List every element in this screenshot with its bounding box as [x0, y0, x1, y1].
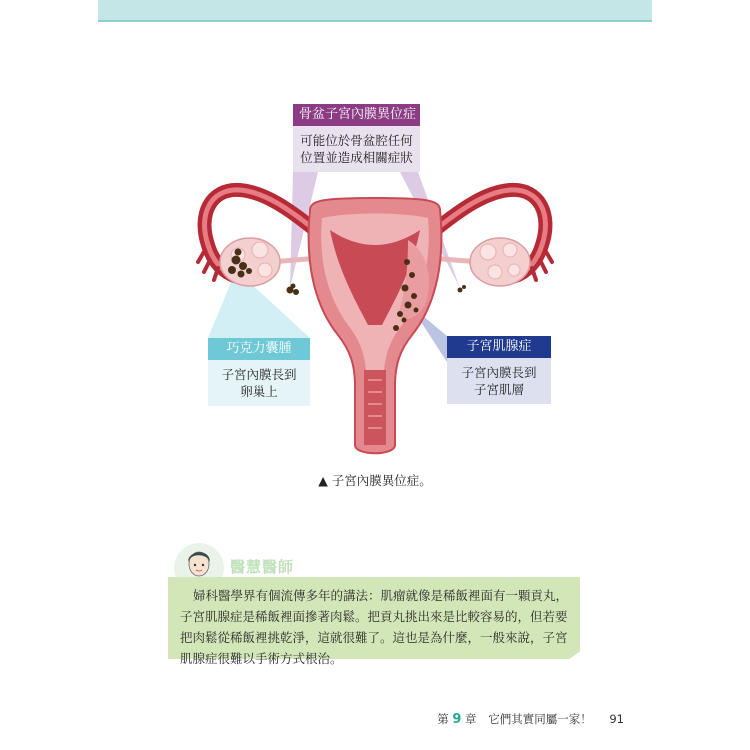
callout-adenomyosis-desc	[447, 358, 551, 404]
callout-chocolate-line: 子宮內膜長到	[221, 367, 297, 382]
callout-adenomyosis-line: 子宮內膜長到	[461, 365, 537, 380]
doctor-name: 醫慧醫師	[230, 558, 295, 576]
left-ovary	[220, 238, 280, 286]
callout-pelvic-title: 骨盆子宮內膜異位症	[293, 104, 420, 126]
callout-pelvic-endometriosis	[293, 104, 420, 172]
callout-chocolate-cyst	[208, 338, 310, 406]
figure-caption: ▲ 子宮內膜異位症。	[318, 473, 432, 488]
page-number: 91	[609, 712, 624, 726]
chapter-title: 它們其實同屬一家！	[488, 712, 592, 726]
right-ovary	[470, 238, 530, 286]
callout-pelvic-line: 可能位於骨盆腔任何	[300, 133, 413, 148]
callout-adenomyosis-line: 子宮肌層	[473, 382, 524, 397]
callout-chocolate-desc	[208, 360, 310, 406]
callout-adenomyosis-title: 子宮肌腺症	[447, 336, 551, 358]
chapter-suffix: 章	[465, 712, 477, 726]
callout-adenomyosis	[447, 336, 551, 404]
chapter-prefix: 第	[437, 712, 449, 726]
chapter-number: 9	[452, 712, 462, 727]
doctor-note-text: 婦科醫學界有個流傳多年的講法：肌瘤就像是稀飯裡面有一顆貢丸，子宮肌腺症是稀飯裡面摻著肉鬆。把貢丸挑出來是比較容易的，但若要把肉鬆從稀飯裡挑乾淨，這就很難了。這也是為什麼，一般來說，子宮肌腺症很難以手術方式根治。	[180, 588, 569, 666]
callout-chocolate-line: 卵巢上	[240, 384, 278, 399]
doctor-note-box	[168, 577, 580, 666]
callout-pelvic-line: 位置並造成相關症狀	[300, 150, 413, 165]
header-band	[98, 0, 652, 22]
callout-pelvic-desc	[293, 126, 420, 172]
note-fold-corner	[568, 650, 582, 660]
page-footer	[437, 711, 624, 727]
callout-chocolate-title: 巧克力囊腫	[208, 338, 310, 360]
